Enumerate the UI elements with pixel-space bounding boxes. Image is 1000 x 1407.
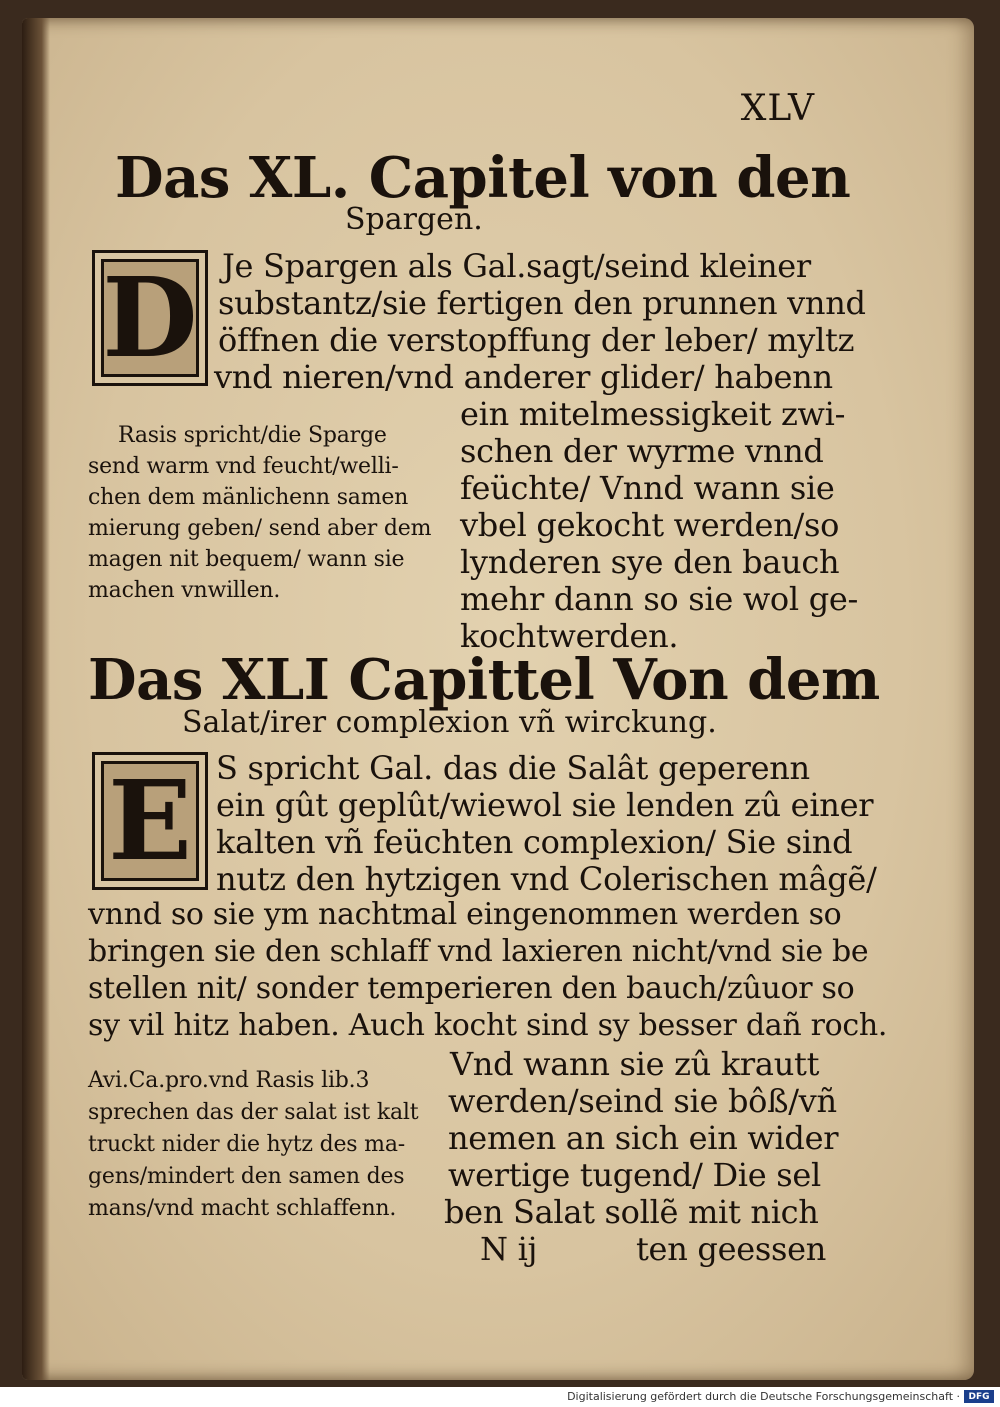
margin-note-line: magen nit bequem/ wann sie bbox=[88, 547, 405, 572]
margin-note-line: mierung geben/ send aber dem bbox=[88, 516, 432, 541]
chapter-40-line: substantz/sie fertigen den prunnen vnnd bbox=[218, 284, 866, 322]
chapter-41-line: S spricht Gal. das die Salât geperenn bbox=[216, 749, 810, 787]
chapter-41-subheading: Salat/irer complexion vñ wirckung. bbox=[182, 705, 717, 740]
chapter-41-line: werden/seind sie bôß/vñ bbox=[448, 1082, 837, 1120]
chapter-41-line: ben Salat sollẽ mit nich bbox=[444, 1193, 819, 1231]
chapter-40-line: mehr dann so sie wol ge- bbox=[460, 580, 859, 618]
margin-note-line: sprechen das der salat ist kalt bbox=[88, 1100, 419, 1125]
margin-note-line: send warm vnd feucht/welli- bbox=[88, 454, 399, 479]
chapter-40-line: vbel gekocht werden/so bbox=[460, 506, 840, 544]
chapter-40-line: ein mitelmessigkeit zwi- bbox=[460, 395, 846, 433]
chapter-40-line: öffnen die verstopffung der leber/ myltz bbox=[218, 321, 855, 359]
chapter-40-line: Je Spargen als Gal.sagt/seind kleiner bbox=[222, 247, 811, 285]
chapter-40-line: kochtwerden. bbox=[460, 617, 679, 655]
chapter-40-line: schen der wyrme vnnd bbox=[460, 432, 824, 470]
book-spine bbox=[22, 18, 50, 1380]
margin-note-line: Rasis spricht/die Sparge bbox=[118, 423, 387, 448]
margin-note-line: truckt nider die hytz des ma- bbox=[88, 1132, 405, 1157]
dfg-logo[interactable]: DFG bbox=[964, 1390, 994, 1403]
chapter-41-line: bringen sie den schlaff vnd laxieren nicht/vnd sie be bbox=[88, 934, 869, 969]
signature-mark: N ij bbox=[480, 1230, 538, 1268]
decorated-initial-e: E bbox=[92, 752, 208, 890]
chapter-40-line: vnd nieren/vnd anderer glider/ habenn bbox=[214, 358, 833, 396]
margin-note-line: chen dem mänlichenn samen bbox=[88, 485, 409, 510]
chapter-41-line: ein gût geplût/wiewol sie lenden zû einer bbox=[216, 786, 874, 824]
chapter-40-line: feüchte/ Vnnd wann sie bbox=[460, 469, 835, 507]
chapter-41-line: nemen an sich ein wider bbox=[448, 1119, 839, 1157]
folio-number: XLV bbox=[740, 88, 815, 129]
chapter-41-line: nutz den hytzigen vnd Colerischen mâgẽ/ bbox=[216, 860, 877, 898]
chapter-41-line: stellen nit/ sonder temperieren den bauch/zûuor so bbox=[88, 971, 855, 1006]
margin-note-line: mans/vnd macht schlaffenn. bbox=[88, 1196, 397, 1221]
funding-credit: Digitalisierung gefördert durch die Deutsche Forschungsgemeinschaft · bbox=[567, 1390, 960, 1403]
chapter-40-subheading: Spargen. bbox=[345, 202, 483, 237]
margin-note-line: Avi.Ca.pro.vnd Rasis lib.3 bbox=[88, 1068, 370, 1093]
margin-note-line: machen vnwillen. bbox=[88, 578, 281, 603]
chapter-41-line: Vnd wann sie zû krautt bbox=[450, 1045, 820, 1083]
decorated-initial-d: D bbox=[92, 250, 208, 386]
chapter-41-line: sy vil hitz haben. Auch kocht sind sy besser dañ roch. bbox=[88, 1008, 888, 1043]
chapter-41-line: wertige tugend/ Die sel bbox=[448, 1156, 821, 1194]
digitization-footer bbox=[0, 1387, 1000, 1407]
chapter-40-heading: Das XL. Capitel von den bbox=[115, 145, 851, 211]
chapter-41-line: vnnd so sie ym nachtmal eingenommen werden so bbox=[88, 897, 842, 932]
catchword: ten geessen bbox=[636, 1230, 827, 1268]
chapter-41-heading: Das XLI Capittel Von dem bbox=[88, 647, 880, 713]
margin-note-line: gens/mindert den samen des bbox=[88, 1164, 405, 1189]
chapter-41-line: kalten vñ feüchten complexion/ Sie sind bbox=[216, 823, 853, 861]
chapter-40-line: lynderen sye den bauch bbox=[460, 543, 840, 581]
